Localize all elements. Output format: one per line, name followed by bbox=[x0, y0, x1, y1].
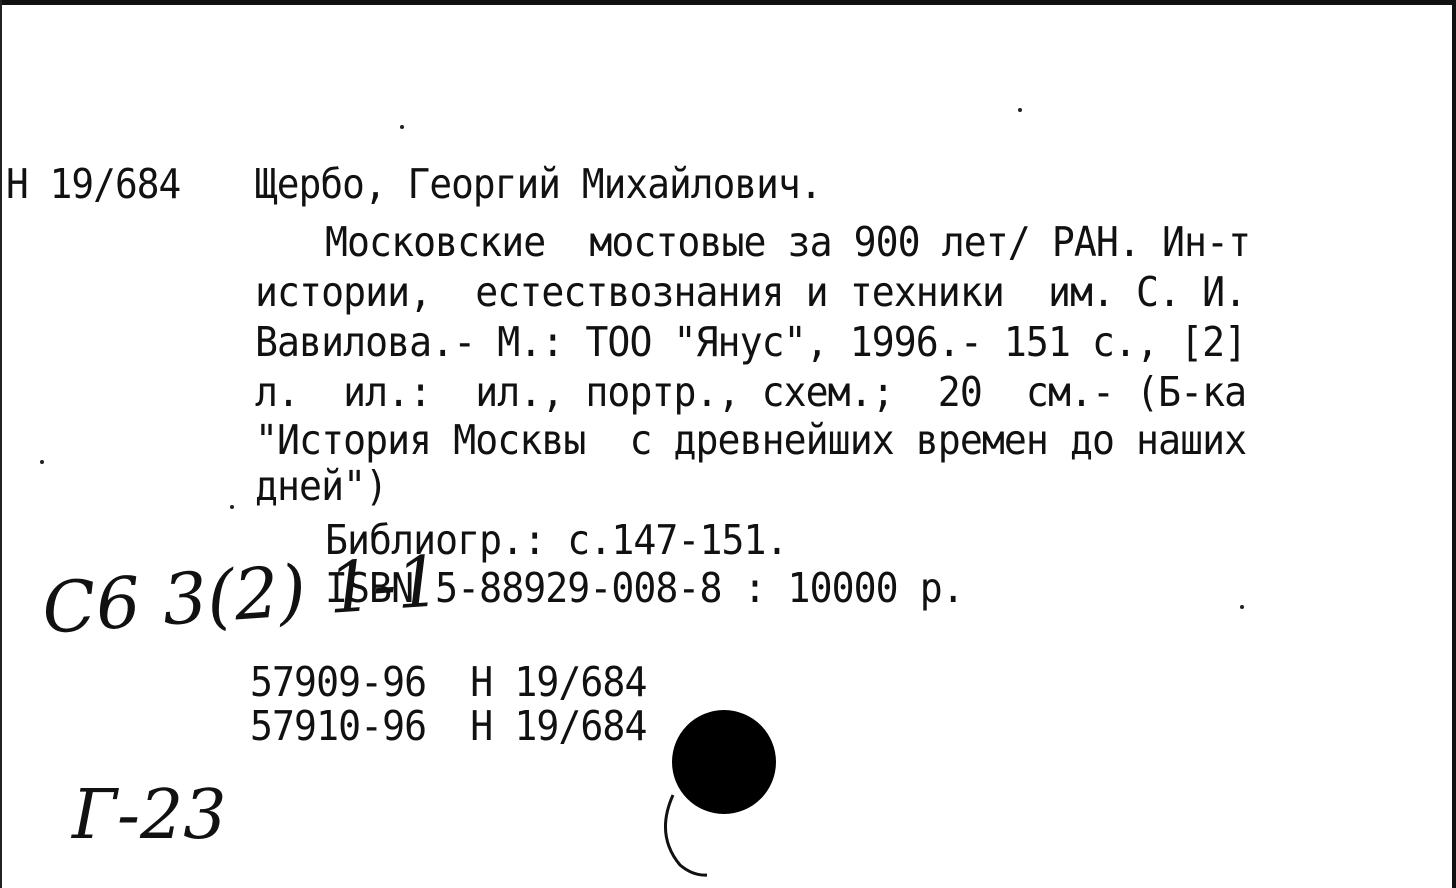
speck bbox=[40, 460, 44, 464]
pen-stroke bbox=[655, 790, 715, 880]
author-heading: Щербо, Георгий Михайлович. bbox=[255, 160, 822, 208]
title-line-4: л. ил.: ил., портр., схем.; 20 см.- (Б-ка bbox=[255, 368, 1247, 416]
shelfmark: Н 19/684 bbox=[6, 160, 181, 208]
speck bbox=[1240, 605, 1244, 609]
speck bbox=[400, 125, 404, 129]
copy-number-1: 57909-96 Н 19/684 bbox=[250, 658, 647, 706]
handwritten-classification: С6 3(2) 1-1 bbox=[39, 540, 444, 650]
copy-number-2: 57910-96 Н 19/684 bbox=[250, 702, 647, 750]
handwritten-author-mark: Г-23 bbox=[72, 776, 227, 855]
isbn-price: ISBN 5-88929-008-8 : 10000 р. bbox=[325, 564, 964, 612]
title-line-2: истории, естествознания и техники им. С. И. bbox=[255, 268, 1247, 316]
bibliography-note: Библиогр.: с.147-151. bbox=[325, 516, 788, 564]
title-line-1: Московские мостовые за 900 лет/ РАН. Ин-т bbox=[325, 218, 1251, 266]
title-line-5: "История Москвы с древнейших времен до наших bbox=[255, 416, 1247, 464]
speck bbox=[1018, 108, 1022, 112]
card-top-edge bbox=[0, 0, 1456, 5]
card-right-edge bbox=[1452, 0, 1456, 888]
title-line-3: Вавилова.- М.: ТОО "Янус", 1996.- 151 с., [2] bbox=[255, 318, 1247, 366]
card-left-edge bbox=[0, 0, 2, 888]
speck bbox=[230, 505, 234, 509]
title-line-6: дней") bbox=[255, 462, 388, 510]
